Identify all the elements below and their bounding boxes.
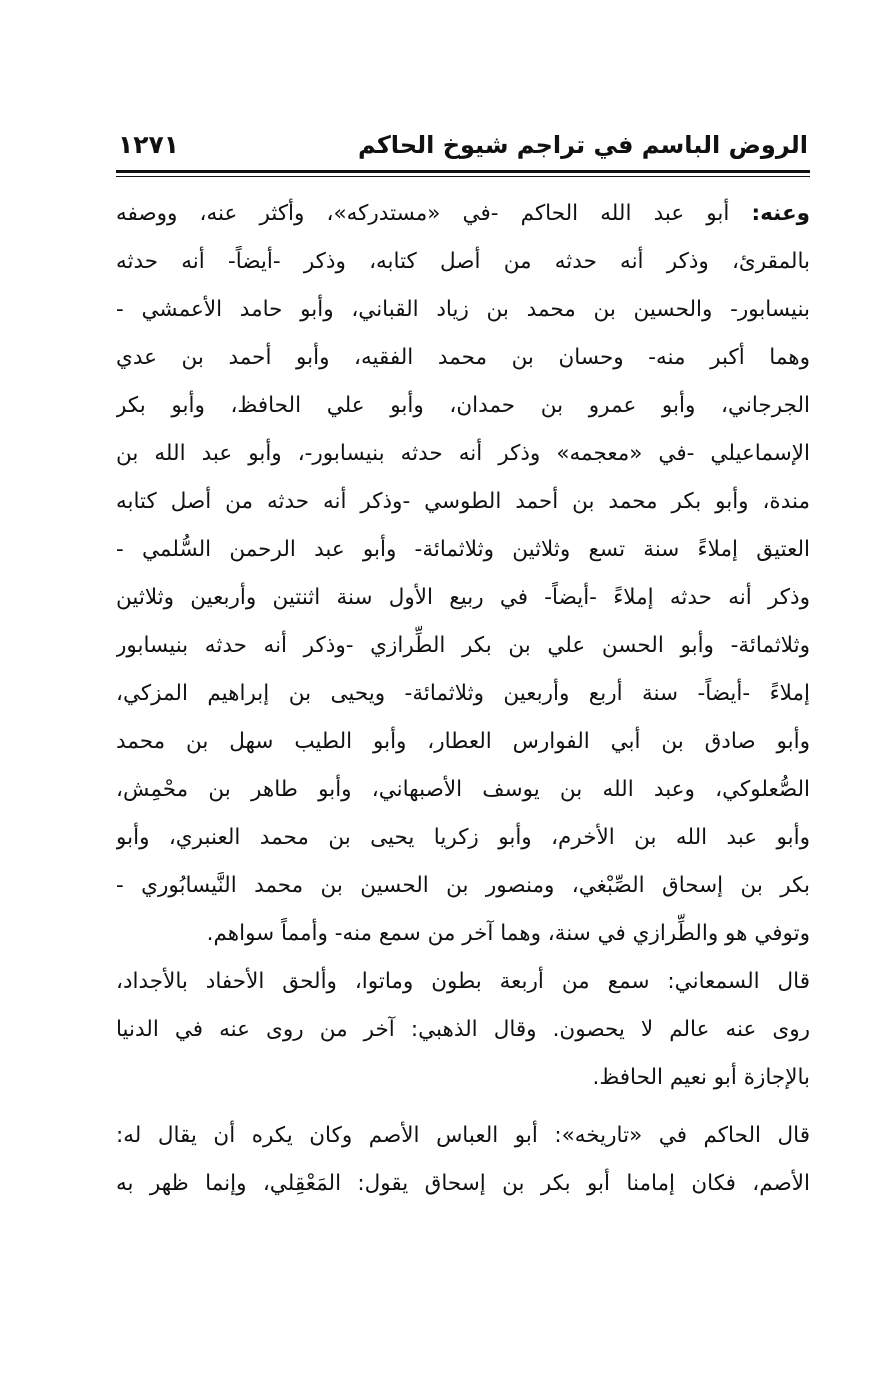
text-line: وهما أكبر منه- وحسان بن محمد الفقيه، وأبو أحمد بن عدي <box>116 345 810 370</box>
text-line: روى عنه عالم لا يحصون. وقال الذهبي: آخر من روى عنه في الدنيا <box>116 1017 810 1042</box>
header-rule-thick <box>116 170 810 173</box>
header-rule-thin <box>116 176 810 177</box>
page-header <box>118 128 808 164</box>
text-line: الجرجاني، وأبو عمرو بن حمدان، وأبو علي الحافظ، وأبو بكر <box>116 393 810 418</box>
paragraph-3 <box>116 1112 810 1208</box>
text-line: وثلاثمائة- وأبو الحسن علي بن بكر الطِّرازي -وذكر أنه حدثه بنيسابور <box>116 633 810 658</box>
paragraph-2 <box>116 958 810 1102</box>
text-line: إملاءً -أيضاً- سنة أربع وأربعين وثلاثمائة- ويحيى بن إبراهيم المزكي، <box>116 681 810 706</box>
text-line: العتيق إملاءً سنة تسع وثلاثين وثلاثمائة- وأبو عبد الرحمن السُّلمي - <box>116 537 810 562</box>
text-line <box>116 190 810 238</box>
text-line: الإسماعيلي -في «معجمه» وذكر أنه حدثه بنيسابور-، وأبو عبد الله بن <box>116 441 810 466</box>
text-line: الأصم، فكان إمامنا أبو بكر بن إسحاق يقول: المَعْقِلي، وإنما ظهر به <box>116 1171 810 1196</box>
paragraph-1 <box>116 190 810 958</box>
text-line: الصُّعلوكي، وعبد الله بن يوسف الأصبهاني، وأبو طاهر بن محْمِش، <box>116 777 810 802</box>
text-line: قال السمعاني: سمع من أربعة بطون وماتوا، وألحق الأحفاد بالأجداد، <box>116 969 810 994</box>
text-line: قال الحاكم في «تاريخه»: أبو العباس الأصم وكان يكره أن يقال له: <box>116 1123 810 1148</box>
running-title: الروض الباسم في تراجم شيوخ الحاكم <box>358 131 808 159</box>
text-line: بالمقرئ، وذكر أنه حدثه من أصل كتابه، وذكر -أيضاً- أنه حدثه <box>116 249 810 274</box>
text-line: وأبو صادق بن أبي الفوارس العطار، وأبو الطيب سهل بن محمد <box>116 729 810 754</box>
paragraph-gap <box>116 1102 810 1112</box>
lead-word: وعنه: <box>751 201 810 226</box>
text-line: وأبو عبد الله بن الأخرم، وأبو زكريا يحيى بن محمد العنبري، وأبو <box>116 825 810 850</box>
text-line: مندة، وأبو بكر محمد بن أحمد الطوسي -وذكر أنه حدثه من أصل كتابه <box>116 489 810 514</box>
page-number: ١٢٧١ <box>118 130 180 159</box>
text-line: بكر بن إسحاق الصِّبْغي، ومنصور بن الحسين بن محمد النَّيسابُوري - <box>116 873 810 898</box>
text-line: بنيسابور- والحسين بن محمد بن زياد القباني، وأبو حامد الأعمشي - <box>116 297 810 322</box>
text-line: وذكر أنه حدثه إملاءً -أيضاً- في ربيع الأول سنة اثنتين وأربعين وثلاثين <box>116 585 810 610</box>
text-line: بالإجازة أبو نعيم الحافظ. <box>592 1065 810 1090</box>
line-text: أبو عبد الله الحاكم -في «مستدركه»، وأكثر عنه، ووصفه <box>116 201 730 226</box>
body-text <box>116 190 810 1208</box>
text-line: وتوفي هو والطِّرازي في سنة، وهما آخر من سمع منه- وأمماً سواهم. <box>206 921 810 946</box>
